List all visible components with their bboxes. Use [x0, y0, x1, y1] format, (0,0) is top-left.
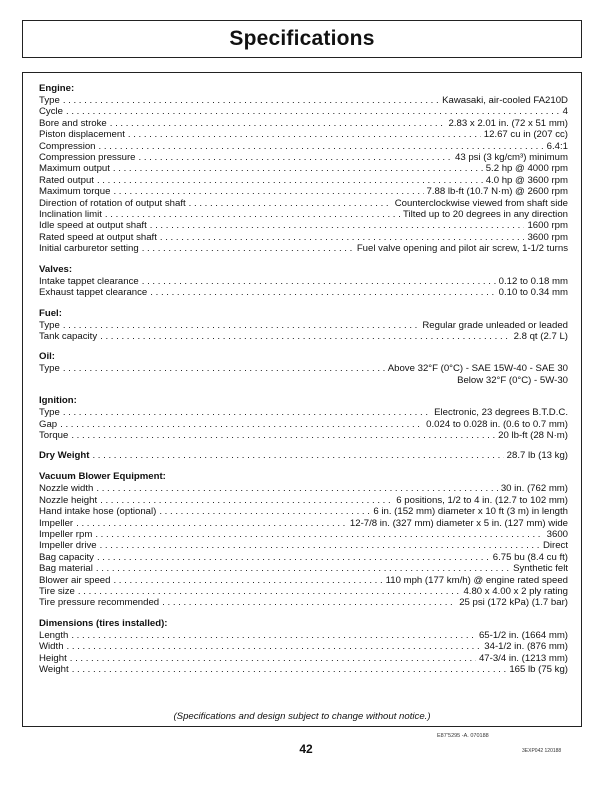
spec-label: Impeller drive	[39, 540, 97, 552]
leader-dots	[72, 664, 507, 675]
leader-dots	[99, 141, 544, 152]
spec-row	[39, 198, 568, 209]
spec-label: Type	[39, 363, 60, 375]
change-notice: (Specifications and design subject to change without notice.)	[173, 711, 431, 722]
spec-value-continuation: Below 32°F (0°C) - 5W-30	[457, 374, 568, 386]
spec-label: Blower air speed	[39, 574, 111, 586]
spec-row	[39, 276, 568, 287]
leader-dots	[139, 152, 452, 163]
leader-dots	[60, 419, 423, 430]
spec-value: 165 lb (75 kg)	[509, 664, 568, 676]
spec-value: Above 32°F (0°C) - SAE 15W-40 - SAE 30	[387, 363, 568, 375]
spec-value: 34-1/2 in. (876 mm)	[484, 641, 568, 653]
leader-dots	[113, 163, 483, 174]
spec-section	[39, 471, 568, 608]
dry-weight-row	[39, 450, 568, 462]
spec-value: 25 psi (172 kPa) (1.7 bar)	[459, 597, 568, 609]
document-code: E87’5295 -A. 070188	[437, 733, 489, 739]
leader-dots	[128, 129, 481, 140]
leader-dots	[150, 287, 495, 298]
spec-label: Bag material	[39, 563, 93, 575]
spec-label: Maximum torque	[39, 186, 111, 198]
spec-row	[39, 209, 568, 220]
dry-weight-label: Dry Weight	[39, 450, 90, 462]
spec-value: 7.88 lb-ft (10.7 N·m) @ 2600 rpm	[426, 186, 568, 198]
spec-label: Piston displacement	[39, 129, 125, 141]
leader-dots	[63, 363, 385, 374]
spec-value: 110 mph (177 km/h) @ engine rated speed	[385, 574, 568, 586]
spec-label: Cycle	[39, 106, 63, 118]
spec-value: 1600 rpm	[527, 220, 568, 232]
spec-sections-lower	[39, 471, 568, 675]
leader-dots	[100, 331, 510, 342]
leader-dots	[100, 495, 393, 506]
spec-row	[39, 129, 568, 140]
spec-row	[39, 641, 568, 652]
spec-row	[39, 506, 568, 517]
spec-value: 0.024 to 0.028 in. (0.6 to 0.7 mm)	[426, 418, 568, 430]
leader-dots	[70, 653, 476, 664]
spec-label: Rated speed at output shaft	[39, 231, 157, 243]
spec-label: Height	[39, 652, 67, 664]
spec-label: Impeller	[39, 517, 74, 529]
spec-value: Direct	[542, 540, 568, 552]
spec-label: Compression pressure	[39, 152, 136, 164]
spec-value: 65-1/2 in. (1664 mm)	[478, 629, 568, 641]
leader-dots	[96, 483, 497, 494]
spec-label: Initial carburetor setting	[39, 243, 139, 255]
title-box	[22, 20, 582, 58]
spec-value: 6.75 bu (8.4 cu ft)	[492, 551, 568, 563]
leader-dots	[105, 209, 400, 220]
page-title: Specifications	[229, 27, 375, 50]
spec-label: Weight	[39, 664, 69, 676]
leader-dots	[71, 430, 495, 441]
spec-row	[39, 175, 568, 186]
spec-row	[39, 220, 568, 231]
section-heading: Engine:	[39, 83, 75, 94]
spec-value: Counterclockwise viewed from shaft side	[394, 197, 568, 209]
spec-label: Width	[39, 641, 64, 653]
leader-dots	[142, 243, 354, 254]
spec-row	[39, 586, 568, 597]
leader-dots	[113, 186, 423, 197]
spec-row	[39, 331, 568, 342]
spec-value: 20 lb-ft (28 N·m)	[498, 429, 568, 441]
spec-value: Regular grade unleaded or leaded	[422, 319, 568, 331]
section-heading: Oil:	[39, 351, 55, 363]
spec-label: Impeller rpm	[39, 528, 93, 540]
spec-row	[39, 653, 568, 664]
spec-row	[39, 597, 568, 608]
spec-row	[39, 552, 568, 563]
leader-dots	[100, 540, 540, 551]
spec-label: Tank capacity	[39, 330, 98, 342]
spec-row	[39, 320, 568, 331]
leader-dots	[160, 232, 525, 243]
spec-value: Fuel valve opening and pilot air screw, 1-1/2 turns	[356, 243, 568, 255]
spec-value: 43 psi (3 kg/cm³) minimum	[454, 152, 568, 164]
leader-dots	[71, 630, 476, 641]
leader-dots	[92, 450, 503, 462]
section-heading: Ignition:	[39, 395, 77, 407]
spec-label: Tire size	[39, 586, 75, 597]
spec-value: 6 positions, 1/2 to 4 in. (12.7 to 102 mm)	[396, 494, 568, 506]
spec-row	[39, 106, 568, 117]
spec-label: Length	[39, 629, 69, 641]
spec-label: Bag capacity	[39, 551, 94, 563]
spec-row	[39, 495, 568, 506]
section-heading: Fuel:	[39, 307, 62, 319]
leader-dots	[76, 518, 347, 529]
page-code: 3EXP042 120188	[522, 748, 562, 754]
spec-row	[39, 529, 568, 540]
spec-row	[39, 540, 568, 551]
spec-row	[39, 287, 568, 298]
leader-dots	[63, 320, 420, 331]
spec-row	[39, 419, 568, 430]
leader-dots	[97, 552, 490, 563]
spec-row	[39, 118, 568, 129]
spec-row	[39, 363, 568, 374]
spec-label: Type	[39, 95, 60, 106]
spec-value: 30 in. (762 mm)	[500, 483, 568, 495]
leader-dots	[63, 95, 439, 106]
leader-dots	[63, 407, 431, 418]
spec-value: Kawasaki, air-cooled FA210D	[442, 95, 568, 106]
spec-row	[39, 483, 568, 494]
spec-value: 2.8 qt (2.7 L)	[513, 330, 568, 342]
spec-section	[39, 83, 568, 255]
spec-row	[39, 630, 568, 641]
spec-label: Gap	[39, 418, 58, 430]
leader-dots	[113, 575, 382, 586]
spec-section	[39, 308, 568, 343]
spec-label: Rated output	[39, 174, 94, 186]
spec-value: Synthetic felt	[513, 563, 568, 575]
spec-row	[39, 518, 568, 529]
spec-section	[39, 351, 568, 386]
leader-dots	[110, 118, 446, 129]
spec-value: Electronic, 23 degrees B.T.D.C.	[434, 407, 568, 419]
spec-value: 2.83 x 2.01 in. (72 x 51 mm)	[448, 117, 568, 129]
leader-dots	[78, 586, 461, 597]
spec-sections-upper	[39, 83, 568, 441]
spec-value: 3600 rpm	[527, 231, 568, 243]
spec-row	[39, 152, 568, 163]
spec-label: Compression	[39, 140, 96, 152]
spec-value: 4	[562, 106, 568, 118]
spec-value: 0.12 to 0.18 mm	[498, 275, 568, 287]
page-number: 42	[299, 742, 313, 756]
section-heading: Valves:	[39, 263, 73, 275]
leader-dots	[162, 597, 456, 608]
spec-label: Nozzle width	[39, 483, 94, 495]
spec-label: Exhaust tappet clearance	[39, 287, 148, 299]
spec-label: Inclination limit	[39, 209, 102, 221]
spec-section	[39, 264, 568, 299]
leader-dots	[189, 198, 392, 209]
spec-row	[39, 95, 568, 106]
leader-dots	[97, 175, 483, 186]
specifications-panel	[22, 72, 582, 727]
spec-value: 6.4:1	[546, 140, 568, 152]
spec-row	[39, 232, 568, 243]
spec-row	[39, 430, 568, 441]
leader-dots	[95, 529, 543, 540]
spec-row	[39, 407, 568, 418]
spec-label: Bore and stroke	[39, 117, 107, 129]
spec-label: Torque	[39, 429, 69, 441]
spec-row	[39, 141, 568, 152]
spec-row	[39, 575, 568, 586]
spec-row	[39, 186, 568, 197]
spec-section	[39, 618, 568, 676]
spec-value: 4.0 hp @ 3600 rpm	[485, 174, 568, 186]
spec-value: Tilted up to 20 degrees in any direction	[403, 209, 568, 221]
leader-dots	[159, 506, 370, 517]
spec-label: Direction of rotation of output shaft	[39, 197, 186, 209]
spec-value: 12-7/8 in. (327 mm) diameter x 5 in. (127 mm) wide	[349, 517, 568, 529]
section-heading: Dimensions (tires installed):	[39, 617, 168, 629]
spec-row	[39, 163, 568, 174]
leader-dots	[66, 106, 560, 117]
spec-value: 12.67 cu in (207 cc)	[483, 129, 568, 141]
spec-value: 5.2 hp @ 4000 rpm	[485, 163, 568, 175]
spec-value: 6 in. (152 mm) diameter x 10 ft (3 m) in length	[373, 506, 568, 518]
dry-weight-value: 28.7 lb (13 kg)	[506, 450, 568, 462]
spec-value: 47-3/4 in. (1213 mm)	[478, 652, 568, 664]
spec-row	[39, 243, 568, 254]
leader-dots	[142, 276, 496, 287]
leader-dots	[67, 641, 482, 652]
spec-label: Type	[39, 407, 60, 419]
spec-label: Tire pressure recommended	[39, 597, 160, 609]
spec-label: Intake tappet clearance	[39, 275, 139, 287]
spec-value: 0.10 to 0.34 mm	[498, 287, 568, 299]
spec-label: Type	[39, 319, 60, 331]
spec-label: Nozzle height	[39, 494, 98, 506]
leader-dots	[150, 220, 525, 231]
spec-label: Maximum output	[39, 163, 110, 175]
spec-label: Idle speed at output shaft	[39, 220, 147, 232]
leader-dots	[96, 563, 510, 574]
spec-section	[39, 395, 568, 441]
spec-row	[39, 664, 568, 675]
spec-value: 3600	[546, 528, 568, 540]
spec-label: Hand intake hose (optional)	[39, 506, 157, 518]
spec-row	[39, 563, 568, 574]
spec-value: 4.80 x 4.00 x 2 ply rating	[463, 586, 568, 597]
section-heading: Vacuum Blower Equipment:	[39, 471, 166, 483]
